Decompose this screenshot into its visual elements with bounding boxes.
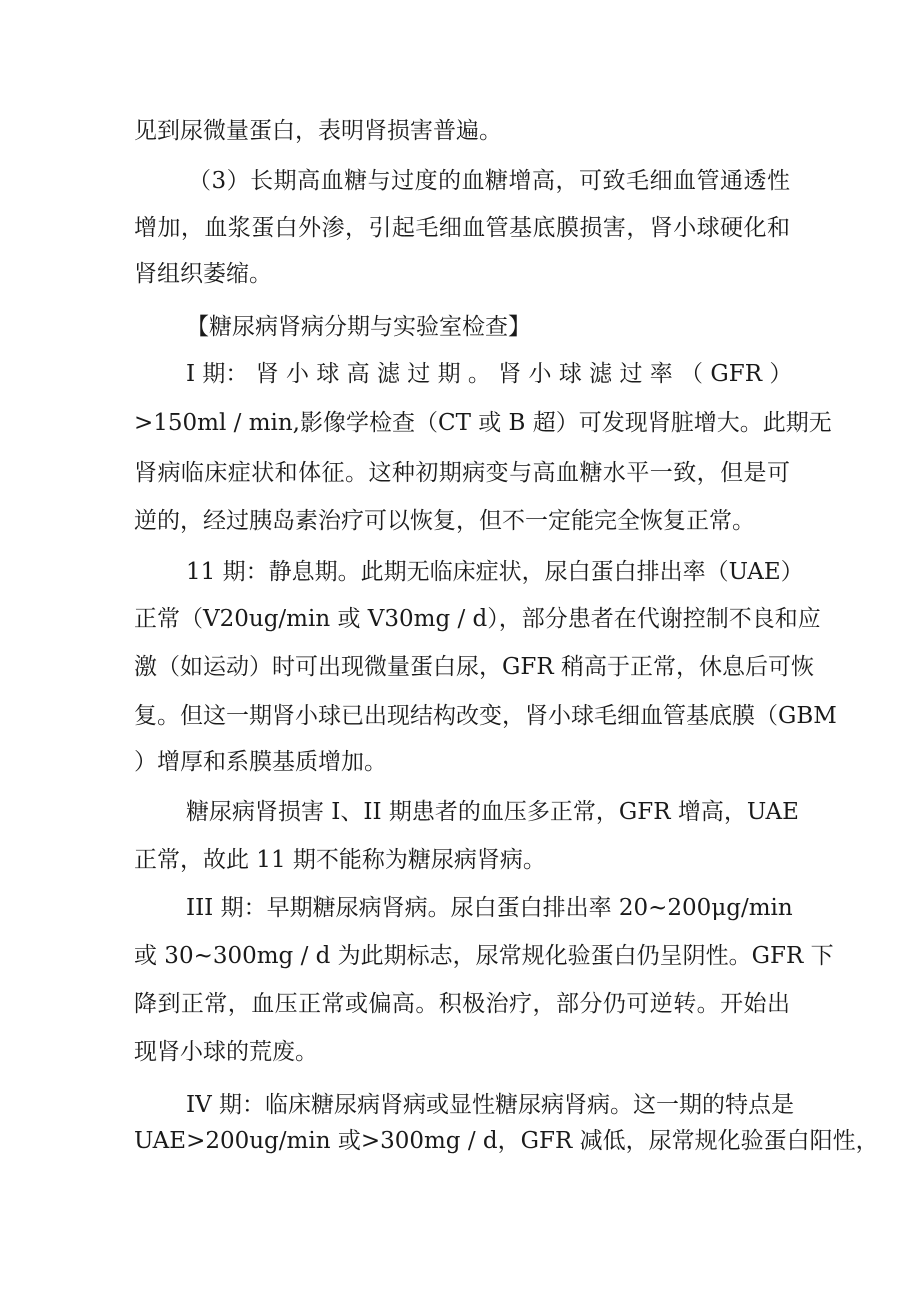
text-line: UAE>200ug/min 或>300mg / d，GFR 减低，尿常规化验蛋白阳性， (134, 1128, 879, 1154)
text-line: 现肾小球的荒废。 (134, 1039, 318, 1065)
text-line: 肾病临床症状和体征。这种初期病变与高血糖水平一致，但是可 (134, 460, 790, 486)
text-line: 正常（V20ug/min 或 V30mg / d），部分患者在代谢控制不良和应 (134, 606, 821, 632)
text-line: 降到正常，血压正常或偏高。积极治疗，部分仍可逆转。开始出 (134, 991, 790, 1017)
text-line: 11 期：静息期。此期无临床症状，尿白蛋白排出率（UAE） (186, 559, 804, 585)
text-line: （3）长期高血糖与过度的血糖增高，可致毛细血管通透性 (188, 168, 790, 194)
text-line: 正常，故此 11 期不能称为糖尿病肾病。 (134, 847, 546, 873)
text-line: 或 30~300mg / d 为此期标志，尿常规化验蛋白仍呈阴性。GFR 下 (134, 943, 834, 969)
text-line: ）增厚和系膜基质增加。 (134, 749, 387, 775)
text-line: >150ml / min,影像学检查（CT 或 B 超）可发现肾脏增大。此期无 (134, 410, 832, 436)
text-line: 见到尿微量蛋白，表明肾损害普遍。 (134, 118, 502, 144)
text-line: I 期： 肾 小 球 高 滤 过 期 。 肾 小 球 滤 过 率 （ GFR ） (186, 361, 793, 387)
text-line: 激（如运动）时可出现微量蛋白尿，GFR 稍高于正常，休息后可恢 (134, 654, 814, 680)
text-line: III 期：早期糖尿病肾病。尿白蛋白排出率 20~200μg/min (186, 895, 793, 921)
text-line: 逆的，经过胰岛素治疗可以恢复，但不一定能完全恢复正常。 (134, 508, 755, 534)
text-line: 糖尿病肾损害 I、II 期患者的血压多正常，GFR 增高，UAE (186, 799, 799, 825)
text-line: 复。但这一期肾小球已出现结构改变，肾小球毛细血管基底膜（GBM (134, 703, 837, 729)
text-line: 增加，血浆蛋白外渗，引起毛细血管基底膜损害，肾小球硬化和 (134, 215, 790, 241)
section-heading: 【糖尿病肾病分期与实验室检查】 (186, 314, 531, 340)
text-line: 肾组织萎缩。 (134, 261, 272, 287)
text-line: IV 期：临床糖尿病肾病或显性糖尿病肾病。这一期的特点是 (186, 1092, 795, 1118)
